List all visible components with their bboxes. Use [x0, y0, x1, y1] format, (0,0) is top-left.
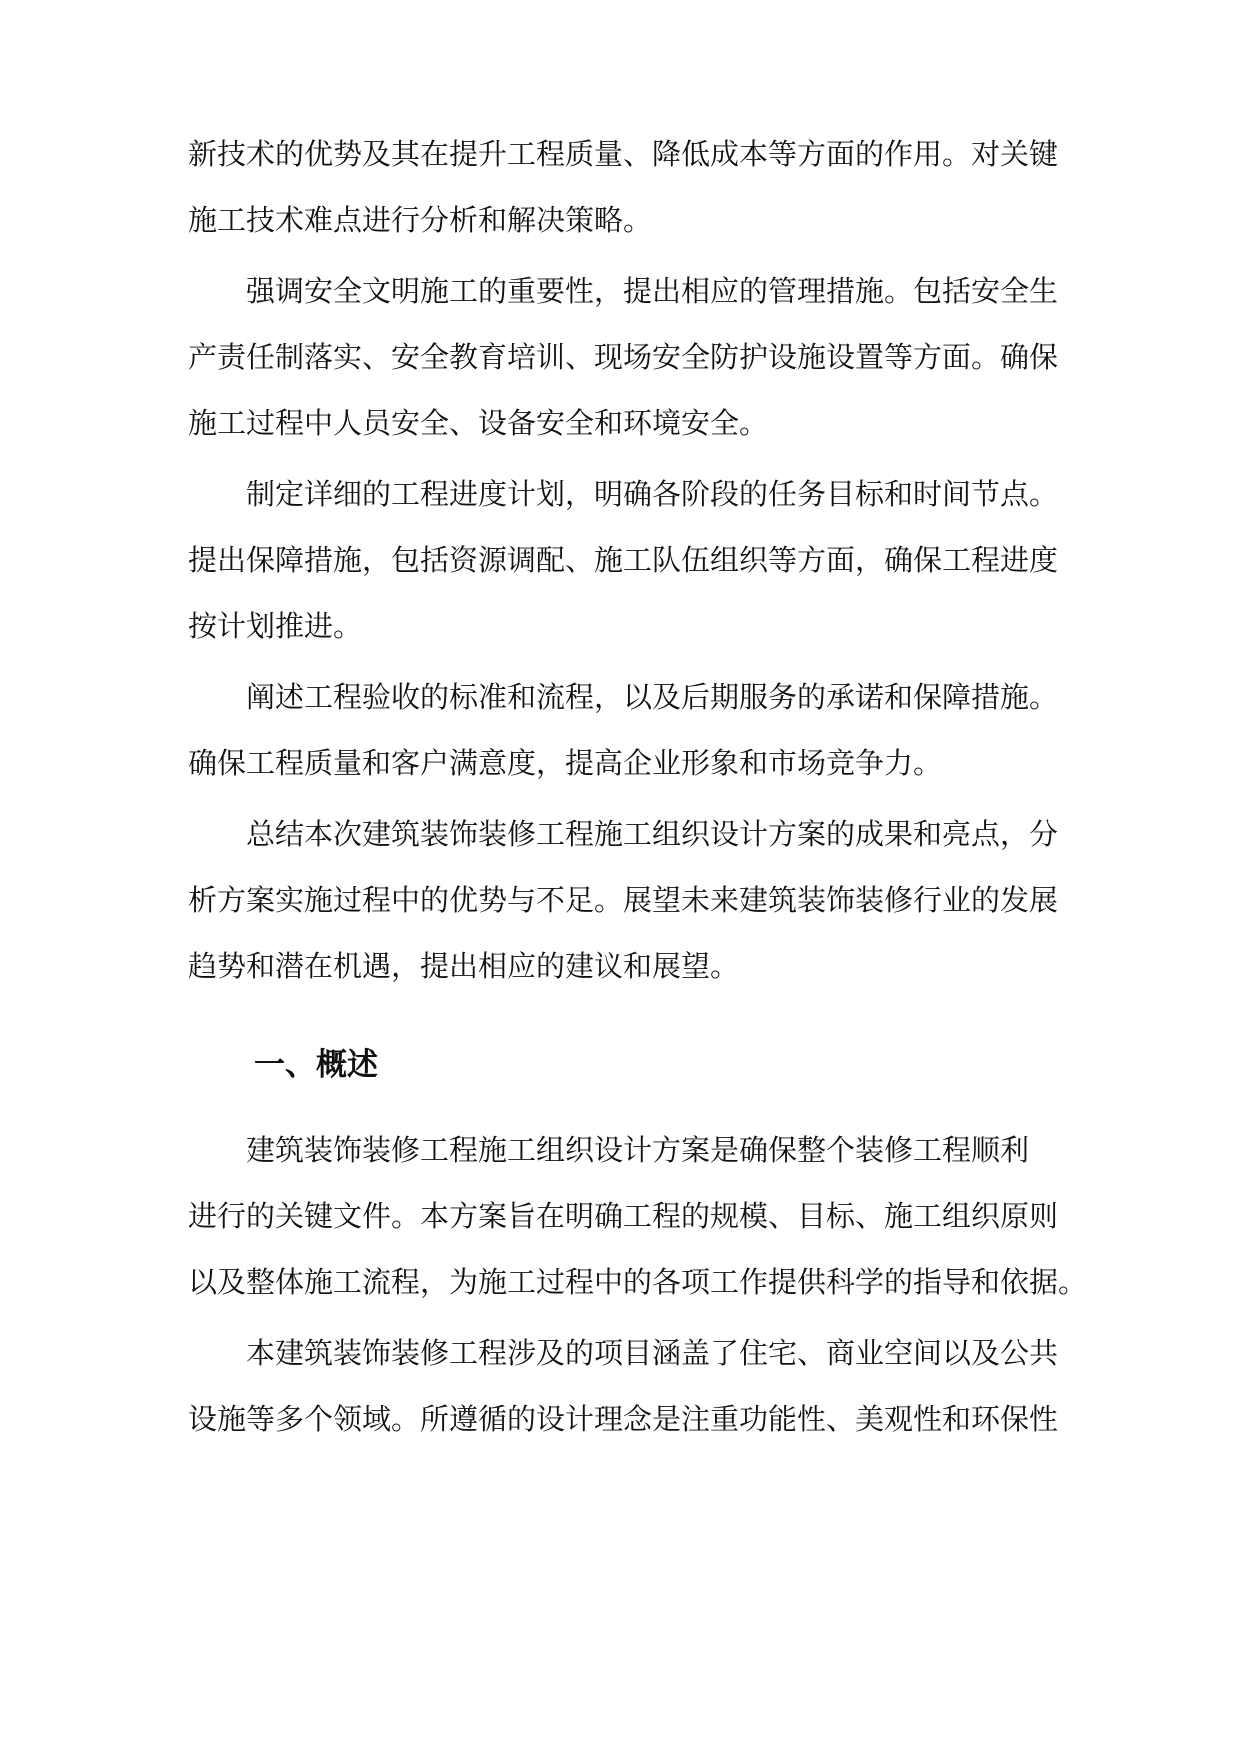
paragraph-3-line-1: 制定详细的工程进度计划，明确各阶段的任务目标和时间节点。: [246, 477, 1059, 511]
paragraph-4-line-1: 阐述工程验收的标准和流程，以及后期服务的承诺和保障措施。: [246, 680, 1059, 714]
paragraph-2-line-2: 产责任制落实、安全教育培训、现场安全防护设施设置等方面。确保: [188, 340, 1059, 374]
section-paragraph-1-line-1: 建筑装饰装修工程施工组织设计方案是确保整个装修工程顺利: [246, 1133, 1030, 1167]
paragraph-3-line-2: 提出保障措施，包括资源调配、施工队伍组织等方面，确保工程进度: [188, 543, 1059, 577]
paragraph-5-line-2: 析方案实施过程中的优势与不足。展望未来建筑装饰装修行业的发展: [188, 883, 1059, 917]
paragraph-5-line-3: 趋势和潜在机遇，提出相应的建议和展望。: [188, 949, 740, 983]
paragraph-5-line-1: 总结本次建筑装饰装修工程施工组织设计方案的成果和亮点，分: [246, 817, 1059, 851]
paragraph-1-line-2: 施工技术难点进行分析和解决策略。: [188, 203, 653, 237]
paragraph-1-line-1: 新技术的优势及其在提升工程质量、降低成本等方面的作用。对关键: [188, 137, 1059, 171]
paragraph-3-line-3: 按计划推进。: [188, 609, 363, 643]
paragraph-2-line-1: 强调安全文明施工的重要性，提出相应的管理措施。包括安全生: [246, 274, 1059, 308]
section-paragraph-2-line-1: 本建筑装饰装修工程涉及的项目涵盖了住宅、商业空间以及公共: [246, 1336, 1059, 1370]
section-heading: 一、概述: [254, 1047, 378, 1083]
section-paragraph-1-line-2: 进行的关键文件。本方案旨在明确工程的规模、目标、施工组织原则: [188, 1199, 1059, 1233]
section-paragraph-2-line-2: 设施等多个领域。所遵循的设计理念是注重功能性、美观性和环保性: [188, 1402, 1059, 1436]
section-paragraph-1-line-3: 以及整体施工流程，为施工过程中的各项工作提供科学的指导和依据。: [188, 1265, 1088, 1299]
paragraph-2-line-3: 施工过程中人员安全、设备安全和环境安全。: [188, 406, 769, 440]
paragraph-4-line-2: 确保工程质量和客户满意度，提高企业形象和市场竞争力。: [188, 746, 943, 780]
